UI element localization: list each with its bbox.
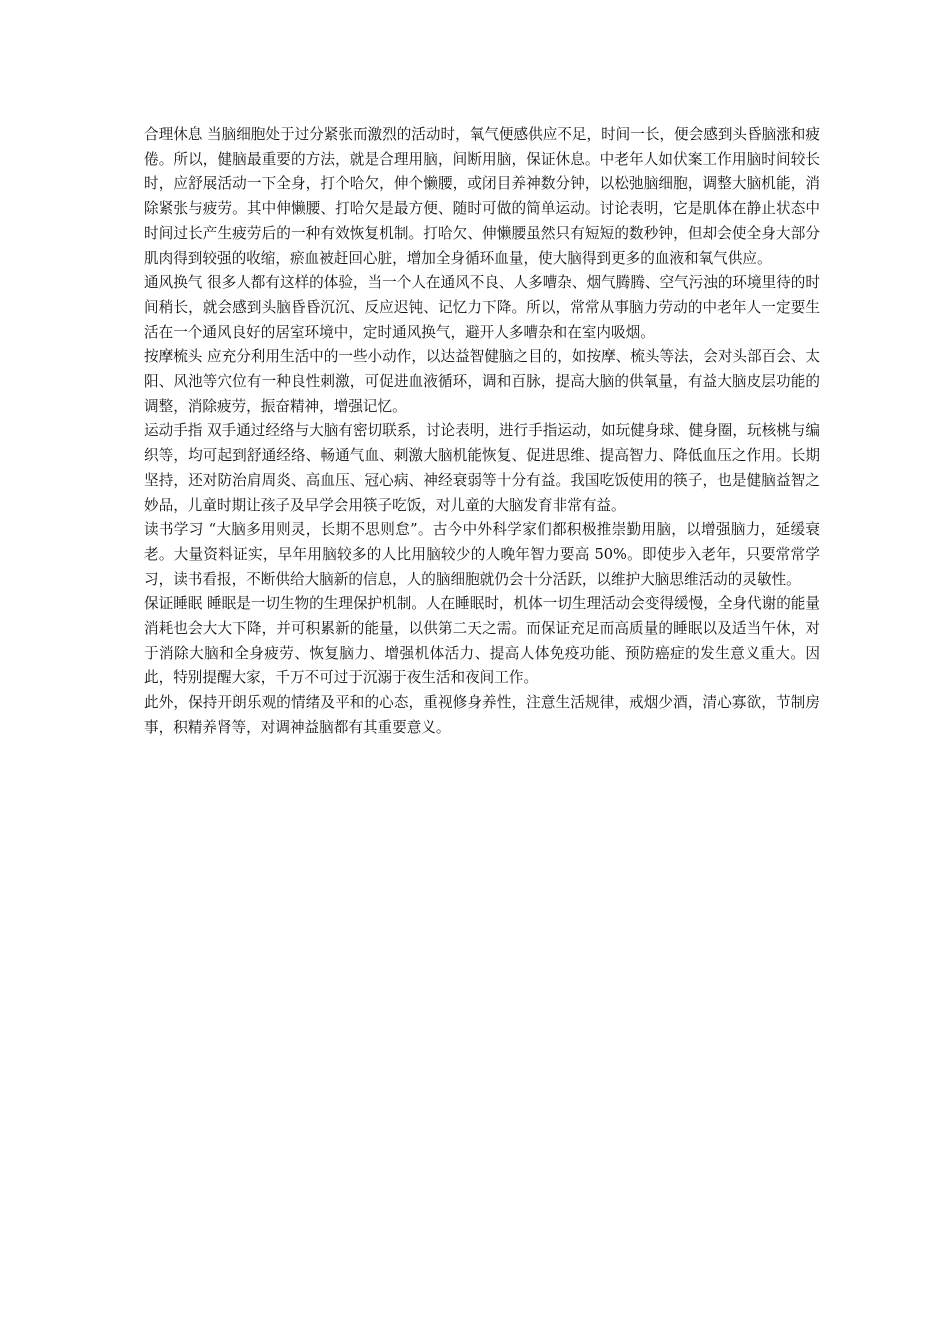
paragraph-rest: 合理休息 当脑细胞处于过分紧张而激烈的活动时，氧气便感供应不足，时间一长，便会感到头昏脑涨和疲倦。所以，健脑最重要的方法，就是合理用脑，间断用脑，保证休息。中老年人如伏案工作用脑时间较长时，应舒展活动一下全身，打个哈欠，伸个懒腰，或闭目养神数分钟，以松弛脑细胞，调整大脑机能，消除紧张与疲劳。其中伸懒腰、打哈欠是最方便、随时可做的简单运动。讨论表明，它是肌体在静止状态中时间过长产生疲劳后的一种有效恢复机制。打哈欠、伸懒腰虽然只有短短的数秒钟，但却会使全身大部分肌肉得到较强的收缩，瘀血被赶回心脏，增加全身循环血量，使大脑得到更多的血液和氧气供应。 bbox=[144, 126, 820, 267]
paragraph-finger-exercise: 运动手指 双手通过经络与大脑有密切联系，讨论表明，进行手指运动，如玩健身球、健身圈，玩核桃与编织等，均可起到舒通经络、畅通气血、刺激大脑机能恢复、促进思维、提高智力、降低血压之作用。长期坚持，还对防治肩周炎、高血压、冠心病、神经衰弱等十分有益。我国吃饭使用的筷子，也是健脑益智之妙品，儿童时期让孩子及早学会用筷子吃饭，对儿童的大脑发育非常有益。 bbox=[144, 422, 820, 514]
document-body bbox=[144, 123, 820, 741]
paragraph-reading: 读书学习 “大脑多用则灵，长期不思则怠”。古今中外科学家们都积极推崇勤用脑，以增强脑力，延缓衰老。大量资料证实，早年用脑较多的人比用脑较少的人晚年智力要高 50%。即使步入老年，只要常常学习，读书看报，不断供给大脑新的信息，人的脑细胞就仍会十分活跃，以维护大脑思维活动的灵敏性。 bbox=[144, 521, 820, 588]
paragraph-sleep: 保证睡眠 睡眠是一切生物的生理保护机制。人在睡眠时，机体一切生理活动会变得缓慢，全身代谢的能量消耗也会大大下降，并可积累新的能量，以供第二天之需。而保证充足而高质量的睡眠以及适当午休，对于消除大脑和全身疲劳、恢复脑力、增强机体活力、提高人体免疫功能、预防癌症的发生意义重大。因此，特别提醒大家，千万不可过于沉溺于夜生活和夜间工作。 bbox=[144, 595, 820, 687]
paragraph-ventilation: 通风换气 很多人都有这样的体验，当一个人在通风不良、人多嘈杂、烟气腾腾、空气污浊的环境里待的时间稍长，就会感到头脑昏昏沉沉、反应迟钝、记忆力下降。所以，常常从事脑力劳动的中老年人一定要生活在一个通风良好的居室环境中，定时通风换气，避开人多嘈杂和在室内吸烟。 bbox=[144, 274, 820, 341]
paragraph-conclusion: 此外，保持开朗乐观的情绪及平和的心态，重视修身养性，注意生活规律，戒烟少酒，清心寡欲，节制房事，积精养肾等，对调神益脑都有其重要意义。 bbox=[144, 694, 820, 736]
paragraph-massage: 按摩梳头 应充分利用生活中的一些小动作，以达益智健脑之目的，如按摩、梳头等法，会对头部百会、太阳、风池等穴位有一种良性刺激，可促进血液循环，调和百脉，提高大脑的供氧量，有益大脑皮层功能的调整，消除疲劳，振奋精神，增强记忆。 bbox=[144, 348, 820, 415]
